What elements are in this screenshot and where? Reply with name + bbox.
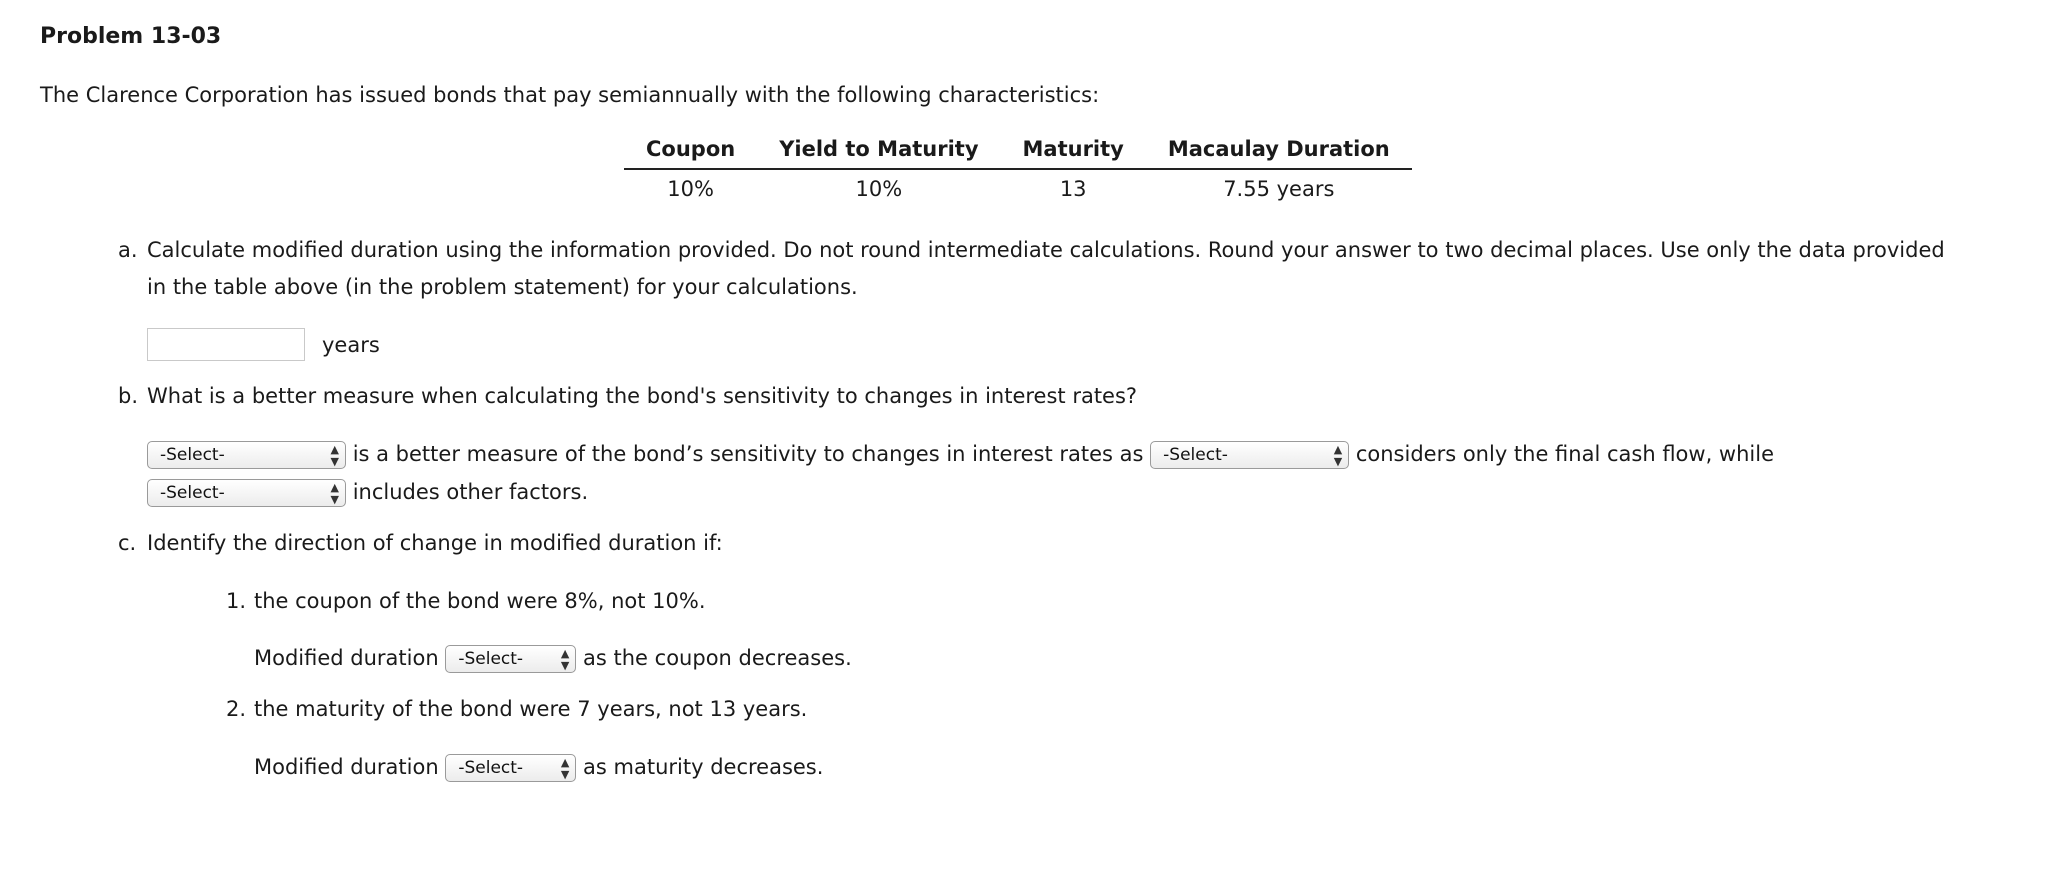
better-measure-select-value: -Select- <box>160 445 225 465</box>
coupon-change-direction-select-value: -Select- <box>458 649 524 669</box>
part-b-sentence-line1 <box>147 436 1774 473</box>
cell-yield-to-maturity: 10% <box>855 177 903 201</box>
bond-characteristics-table <box>624 132 1412 208</box>
cell-maturity: 13 <box>1059 177 1087 201</box>
maturity-change-direction-select[interactable] <box>445 754 576 782</box>
part-b-text2: considers only the final cash flow, while <box>1355 442 1774 466</box>
header-maturity: Maturity <box>1001 132 1146 169</box>
maturity-change-sentence <box>254 749 823 786</box>
part-b-marker: b. <box>118 384 139 408</box>
other-factors-measure-select[interactable] <box>147 479 346 507</box>
part-c-question: Identify the direction of change in modified duration if: <box>147 531 723 555</box>
part-b-text1: is a better measure of the bond’s sensitivity to changes in interest rates as <box>352 442 1144 466</box>
part-b-text3: includes other factors. <box>352 480 589 504</box>
cell-coupon: 10% <box>667 177 714 201</box>
problem-intro: The Clarence Corporation has issued bonds that pay semiannually with the following characteristics: <box>40 83 1100 107</box>
coupon-change-suffix: as the coupon decreases. <box>583 646 852 670</box>
part-a-text-line2: in the table above (in the problem statement) for your calculations. <box>147 275 858 299</box>
select-arrows-icon: ▲ ▼ <box>560 756 570 781</box>
part-b-question: What is a better measure when calculating the bond's sensitivity to changes in interest rates? <box>147 384 1138 408</box>
coupon-change-direction-select[interactable] <box>445 645 576 673</box>
maturity-change-direction-select-value: -Select- <box>458 758 524 778</box>
header-coupon: Coupon <box>624 132 757 169</box>
part-c-item2-text: the maturity of the bond were 7 years, not 13 years. <box>254 697 808 721</box>
part-a-text-line1: Calculate modified duration using the information provided. Do not round intermediate calculations. Round your answer to two decimal places. Use only the data provided <box>147 238 1945 262</box>
modified-duration-label: Modified duration <box>254 646 439 670</box>
final-cash-flow-measure-select-value: -Select- <box>1163 445 1228 465</box>
table-header-row <box>624 132 1412 169</box>
cell-macaulay-duration: 7.55 years <box>1223 177 1335 201</box>
table-row <box>624 169 1412 208</box>
better-measure-select[interactable] <box>147 441 346 469</box>
select-arrows-icon: ▲ ▼ <box>330 443 339 468</box>
final-cash-flow-measure-select[interactable] <box>1150 441 1349 469</box>
problem-title: Problem 13-03 <box>40 24 222 49</box>
select-arrows-icon: ▲ ▼ <box>1333 443 1343 468</box>
header-macaulay-duration: Macaulay Duration <box>1146 132 1412 169</box>
maturity-change-suffix: as maturity decreases. <box>583 755 824 779</box>
select-arrows-icon: ▲ ▼ <box>330 481 339 506</box>
part-c-item2-marker: 2. <box>226 697 247 721</box>
select-arrows-icon: ▲ ▼ <box>560 647 570 672</box>
part-c-item1-text: the coupon of the bond were 8%, not 10%. <box>254 589 706 613</box>
modified-duration-label: Modified duration <box>254 755 439 779</box>
header-yield-to-maturity: Yield to Maturity <box>757 132 1000 169</box>
part-a-marker: a. <box>118 238 138 262</box>
part-b-sentence-line2 <box>147 474 588 511</box>
part-c-marker: c. <box>118 531 137 555</box>
coupon-change-sentence <box>254 640 852 677</box>
modified-duration-input[interactable] <box>147 328 305 361</box>
part-c-item1-marker: 1. <box>226 589 247 613</box>
other-factors-measure-select-value: -Select- <box>160 483 225 503</box>
years-unit-label: years <box>322 333 380 357</box>
